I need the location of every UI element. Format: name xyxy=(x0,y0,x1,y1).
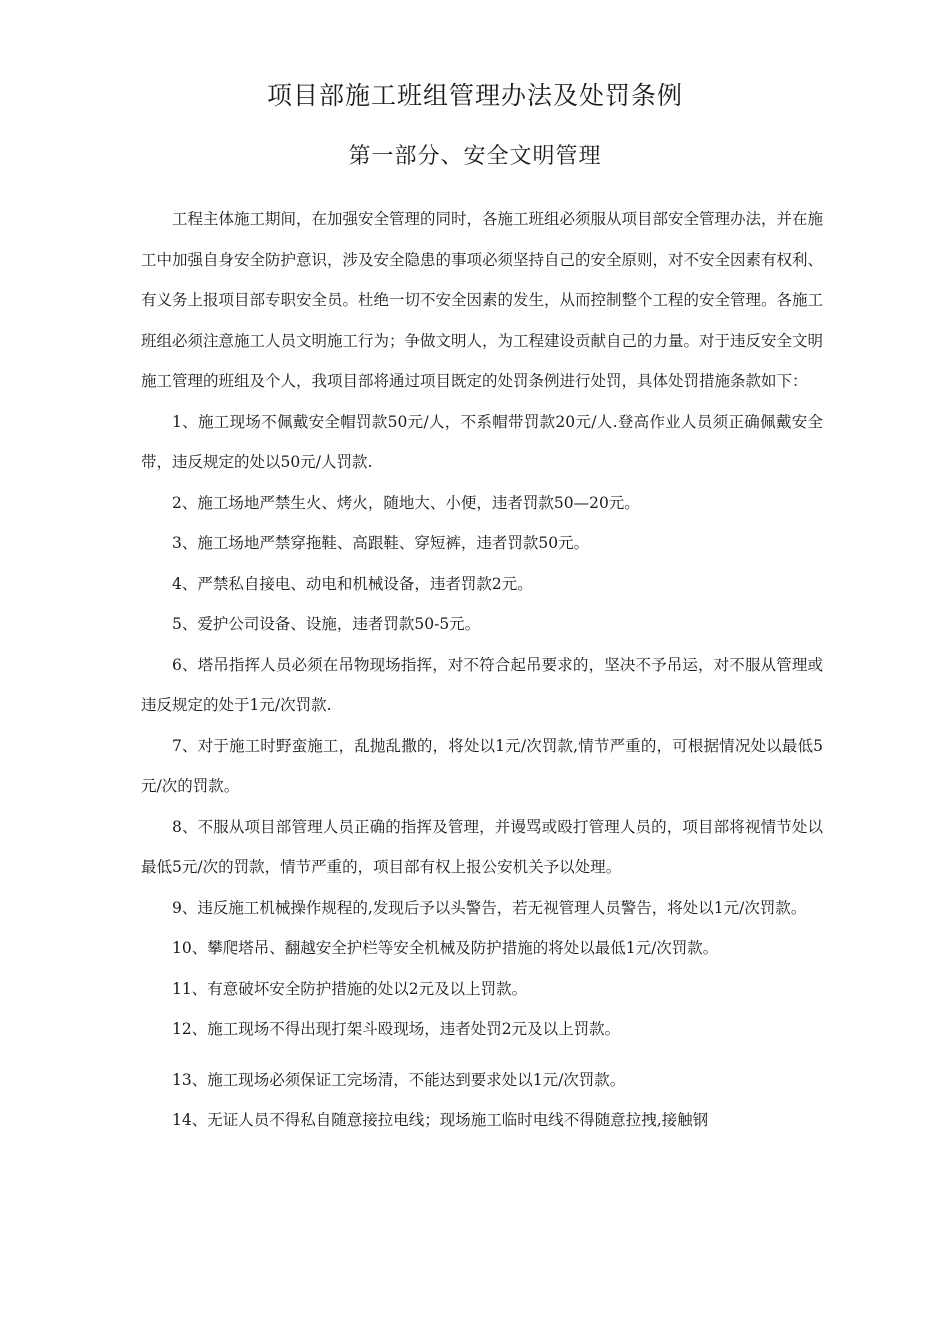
clause-13: 13、施工现场必须保证工完场清，不能达到要求处以1元/次罚款。 xyxy=(172,1070,626,1089)
document-title: 项目部施工班组管理办法及处罚条例 xyxy=(266,81,683,110)
clause-9: 9、违反施工机械操作规程的,发现后予以头警告，若无视管理人员警告，将处以1元/次罚款。 xyxy=(172,898,807,917)
clause-14: 14、无证人员不得私自随意接拉电线；现场施工临时电线不得随意拉拽,接触钢 xyxy=(172,1111,709,1129)
clause-2: 2、施工场地严禁生火、烤火，随地大、小便，违者罚款50—20元。 xyxy=(172,493,640,512)
document-body xyxy=(141,199,823,1141)
clause-10: 10、攀爬塔吊、翻越安全护栏等安全机械及防护措施的将处以最低1元/次罚款。 xyxy=(172,939,719,957)
clause-1: 1、施工现场不佩戴安全帽罚款50元/人，不系帽带罚款20元/人.登高作业人员须正确佩戴安全带，违反规定的处以50元/人罚款. xyxy=(141,412,823,471)
clause-7: 7、对于施工时野蛮施工，乱抛乱撒的，将处以1元/次罚款,情节严重的，可根据情况处以最低5元/次的罚款。 xyxy=(141,736,823,795)
intro-paragraph: 工程主体施工期间，在加强安全管理的同时，各施工班组必须服从项目部安全管理办法，并在施工中加强自身安全防护意识，涉及安全隐患的事项必须坚持自己的安全原则，对不安全因素有权利、有义务上报项目部专职安全员。杜绝一切不安全因素的发生，从而控制整个工程的安全管理。各施工班组必须注意施工人员文明施工行为；争做文明人，为工程建设贡献自己的力量。对于违反安全文明施工管理的班组及个人，我项目部将通过项目既定的处罚条例进行处罚，具体处罚措施条款如下： xyxy=(141,210,824,390)
clause-3: 3、施工场地严禁穿拖鞋、高跟鞋、穿短裤，违者罚款50元。 xyxy=(172,534,590,552)
section-title: 第一部分、安全文明管理 xyxy=(348,144,602,169)
clause-8: 8、不服从项目部管理人员正确的指挥及管理，并谩骂或殴打管理人员的，项目部将视情节处以最低5元/次的罚款，情节严重的，项目部有权上报公安机关予以处理。 xyxy=(141,817,823,876)
clause-11: 11、有意破坏安全防护措施的处以2元及以上罚款。 xyxy=(172,979,528,998)
clause-4: 4、严禁私自接电、动电和机械设备，违者罚款2元。 xyxy=(172,574,533,593)
clause-12: 12、施工现场不得出现打架斗殴现场，违者处罚2元及以上罚款。 xyxy=(172,1020,621,1038)
clause-5: 5、爱护公司设备、设施，违者罚款50-5元。 xyxy=(172,615,481,633)
clause-6: 6、塔吊指挥人员必须在吊物现场指挥，对不符合起吊要求的，坚决不予吊运，对不服从管理或违反规定的处于1元/次罚款. xyxy=(141,655,823,714)
